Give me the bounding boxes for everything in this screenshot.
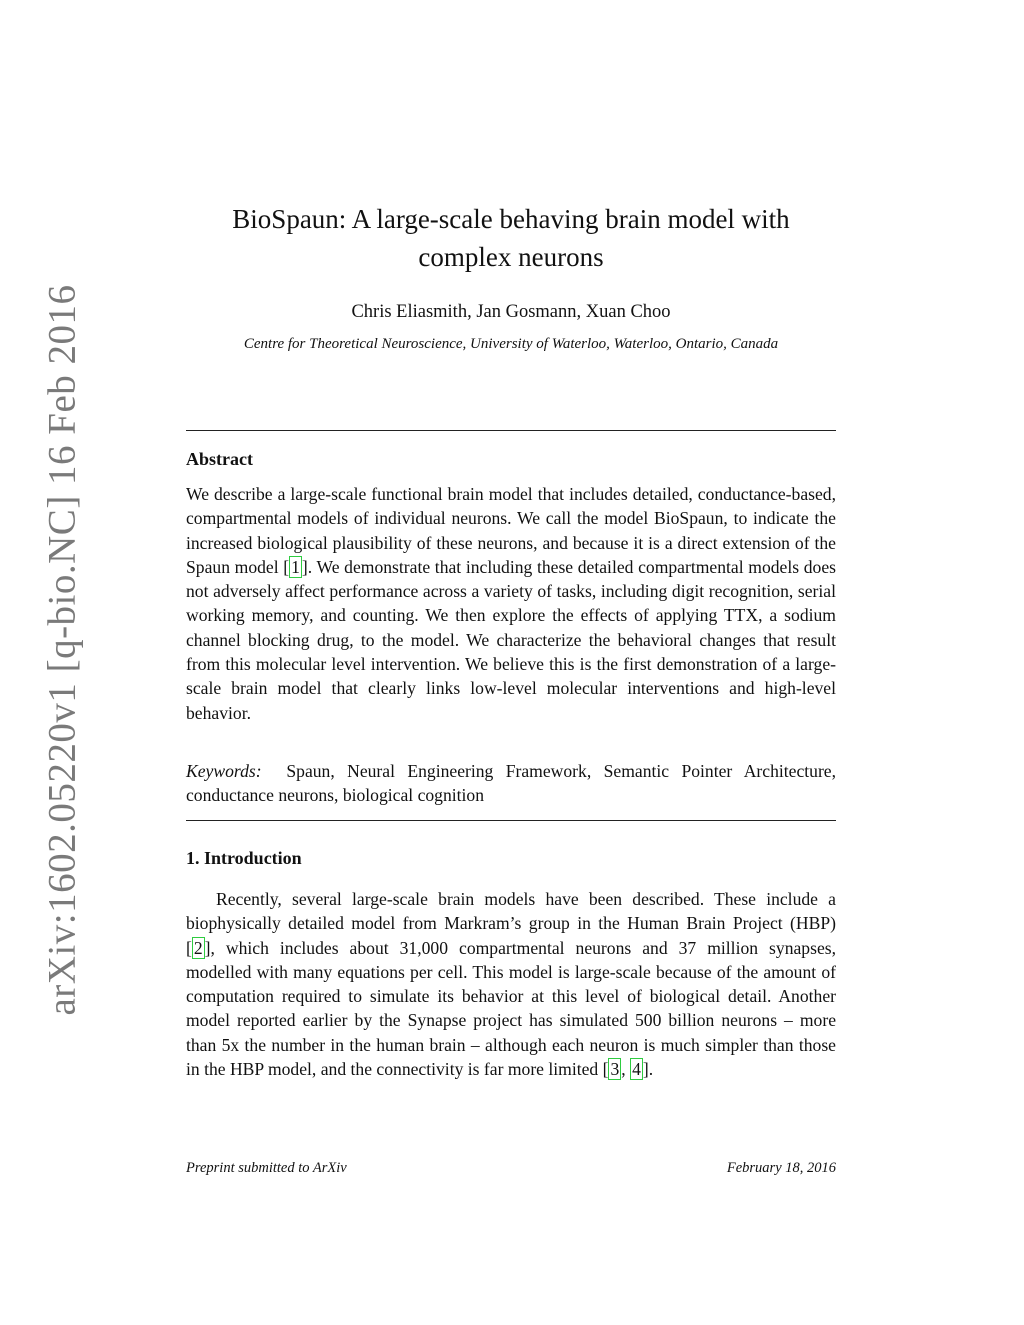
author-list: Chris Eliasmith, Jan Gosmann, Xuan Choo	[351, 302, 671, 322]
abstract-bottom-rule	[186, 820, 836, 821]
keywords-text: Spaun, Neural Engineering Framework, Semantic Pointer Architecture, conductance neurons, biological cognition	[186, 761, 837, 806]
keywords-label: Keywords:	[186, 761, 262, 781]
paper-title: BioSpaun: A large-scale behaving brain model with complex neurons	[232, 204, 790, 272]
citation-link[interactable]: 4	[632, 1059, 641, 1080]
abstract-text: We describe a large-scale functional brain model that includes detailed, conductance-based, compartmental models of individual neurons. We call the model BioSpaun, to indicate the increased biological plausibility of these neurons, and because it is a direct extension of the Spaun model [ 1 ]. We demonstrate that including these detailed compartmental models does not adversely affect performance across a variety of tasks, including digit recognition, serial working memory, and counting. We then explore the effects of applying TTX, a sodium channel blocking drug, to the model. We characterize the behavioral changes that result from this molecular level intervention. We believe this is the first demonstration of a large-scale brain model that clearly links low-level molecular interventions and high-level behavior.	[186, 484, 836, 723]
introduction-heading: 1. Introduction	[186, 848, 302, 868]
citation-link[interactable]: 3	[610, 1059, 620, 1080]
keywords	[186, 759, 836, 808]
footer-preprint-note: Preprint submitted to ArXiv	[186, 1160, 347, 1176]
abstract-heading: Abstract	[186, 449, 253, 469]
introduction-text: Recently, several large-scale brain models have been described. These include a biophysically detailed model from Markram’s group in the Human Brain Project (HBP) [ 2 ], which includes about 31,000 compartmental neurons and 37 million synapses, modelled with many equations per cell. This model is large-scale because of the amount of computation required to simulate its behavior at this level of biological detail. Another model reported earlier by the Synapse project has simulated 500 billion neurons – more than 5x the number in the human brain – although each neuron is much simpler than those in the HBP model, and the connectivity is far more limited [ 3 , 4 ].	[186, 889, 836, 1080]
affiliation: Centre for Theoretical Neuroscience, University of Waterloo, Waterloo, Ontario, Canada	[243, 336, 779, 352]
arxiv-stamp: arXiv:1602.05220v1 [q-bio.NC] 16 Feb 2016	[40, 284, 84, 1016]
abstract-top-rule	[186, 430, 836, 431]
citation-link[interactable]: 2	[193, 937, 203, 958]
citation-link[interactable]: 1	[291, 556, 300, 577]
footer-date: February 18, 2016	[726, 1160, 836, 1176]
